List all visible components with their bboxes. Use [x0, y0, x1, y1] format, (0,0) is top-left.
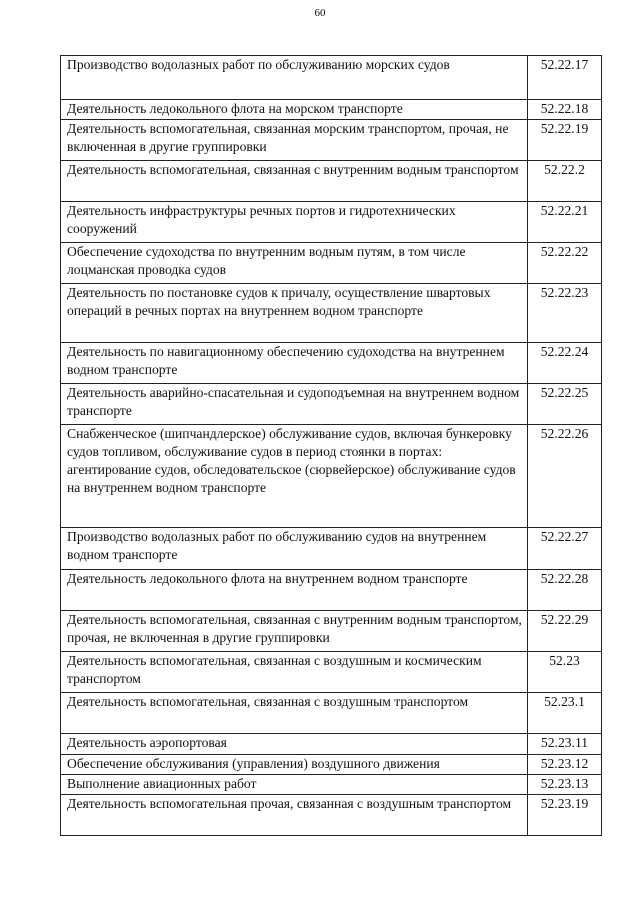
table-row [61, 202, 602, 243]
activity-name: Производство водолазных работ по обслуживанию судов на внутреннем водном транспорте [61, 528, 528, 570]
table-row [61, 652, 602, 693]
activity-name: Обеспечение судоходства по внутренним водным путям, в том числе лоцманская проводка судов [61, 243, 528, 284]
activity-name: Снабженческое (шипчандлерское) обслуживание судов, включая бункеровку судов топливом, обслуживание судов в период стоянки в портах: агентирование судов, обследовательское (сюрвейерское) обслуживание судов на внутреннем водном транспорте [61, 425, 528, 528]
activity-name: Деятельность по навигационному обеспечению судоходства на внутреннем водном транспорте [61, 343, 528, 384]
table-row [61, 775, 602, 795]
table-row [61, 734, 602, 755]
activity-name: Деятельность вспомогательная, связанная морским транспортом, прочая, не включенная в другие группировки [61, 120, 528, 161]
activity-code: 52.23.19 [528, 795, 602, 836]
page-number: 60 [314, 7, 326, 19]
activity-code: 52.22.29 [528, 611, 602, 652]
table-row [61, 528, 602, 570]
activity-name: Деятельность вспомогательная, связанная с воздушным и космическим транспортом [61, 652, 528, 693]
table-row [61, 795, 602, 836]
table-row [61, 120, 602, 161]
activity-code: 52.23 [528, 652, 602, 693]
table-row [61, 384, 602, 425]
activity-name: Деятельность инфраструктуры речных портов и гидротехнических сооружений [61, 202, 528, 243]
table-row [61, 611, 602, 652]
activity-codes-table [60, 55, 602, 836]
activity-name: Производство водолазных работ по обслуживанию морских судов [61, 56, 528, 100]
table-row [61, 243, 602, 284]
table-row [61, 284, 602, 343]
activity-code: 52.23.12 [528, 755, 602, 775]
activity-code: 52.22.21 [528, 202, 602, 243]
table-row [61, 161, 602, 202]
activity-name: Деятельность аварийно-спасательная и судоподъемная на внутреннем водном транспорте [61, 384, 528, 425]
activity-name: Деятельность вспомогательная, связанная с внутренним водным транспортом, прочая, не включенная в другие группировки [61, 611, 528, 652]
activity-name: Деятельность аэропортовая [61, 734, 528, 755]
activity-code: 52.22.18 [528, 100, 602, 120]
activity-code: 52.22.19 [528, 120, 602, 161]
activity-code: 52.22.25 [528, 384, 602, 425]
table-row [61, 755, 602, 775]
activity-name: Выполнение авиационных работ [61, 775, 528, 795]
activity-name: Деятельность по постановке судов к причалу, осуществление швартовых операций в речных портах на внутреннем водном транспорте [61, 284, 528, 343]
activity-name: Деятельность ледокольного флота на внутреннем водном транспорте [61, 570, 528, 611]
activity-code: 52.23.13 [528, 775, 602, 795]
activity-code: 52.22.26 [528, 425, 602, 528]
activity-code: 52.23.1 [528, 693, 602, 734]
activity-name: Деятельность вспомогательная, связанная с внутренним водным транспортом [61, 161, 528, 202]
table-row [61, 343, 602, 384]
activity-code: 52.22.27 [528, 528, 602, 570]
activity-name: Деятельность вспомогательная прочая, связанная с воздушным транспортом [61, 795, 528, 836]
activity-name: Деятельность вспомогательная, связанная с воздушным транспортом [61, 693, 528, 734]
activity-code: 52.22.28 [528, 570, 602, 611]
activity-code: 52.22.2 [528, 161, 602, 202]
activity-code: 52.22.24 [528, 343, 602, 384]
table-row [61, 570, 602, 611]
activity-code: 52.22.17 [528, 56, 602, 100]
activity-code: 52.22.23 [528, 284, 602, 343]
activity-name: Обеспечение обслуживания (управления) воздушного движения [61, 755, 528, 775]
activity-code: 52.23.11 [528, 734, 602, 755]
table-row [61, 100, 602, 120]
table-row [61, 425, 602, 528]
activity-code: 52.22.22 [528, 243, 602, 284]
table-row [61, 693, 602, 734]
activity-name: Деятельность ледокольного флота на морском транспорте [61, 100, 528, 120]
table-row [61, 56, 602, 100]
